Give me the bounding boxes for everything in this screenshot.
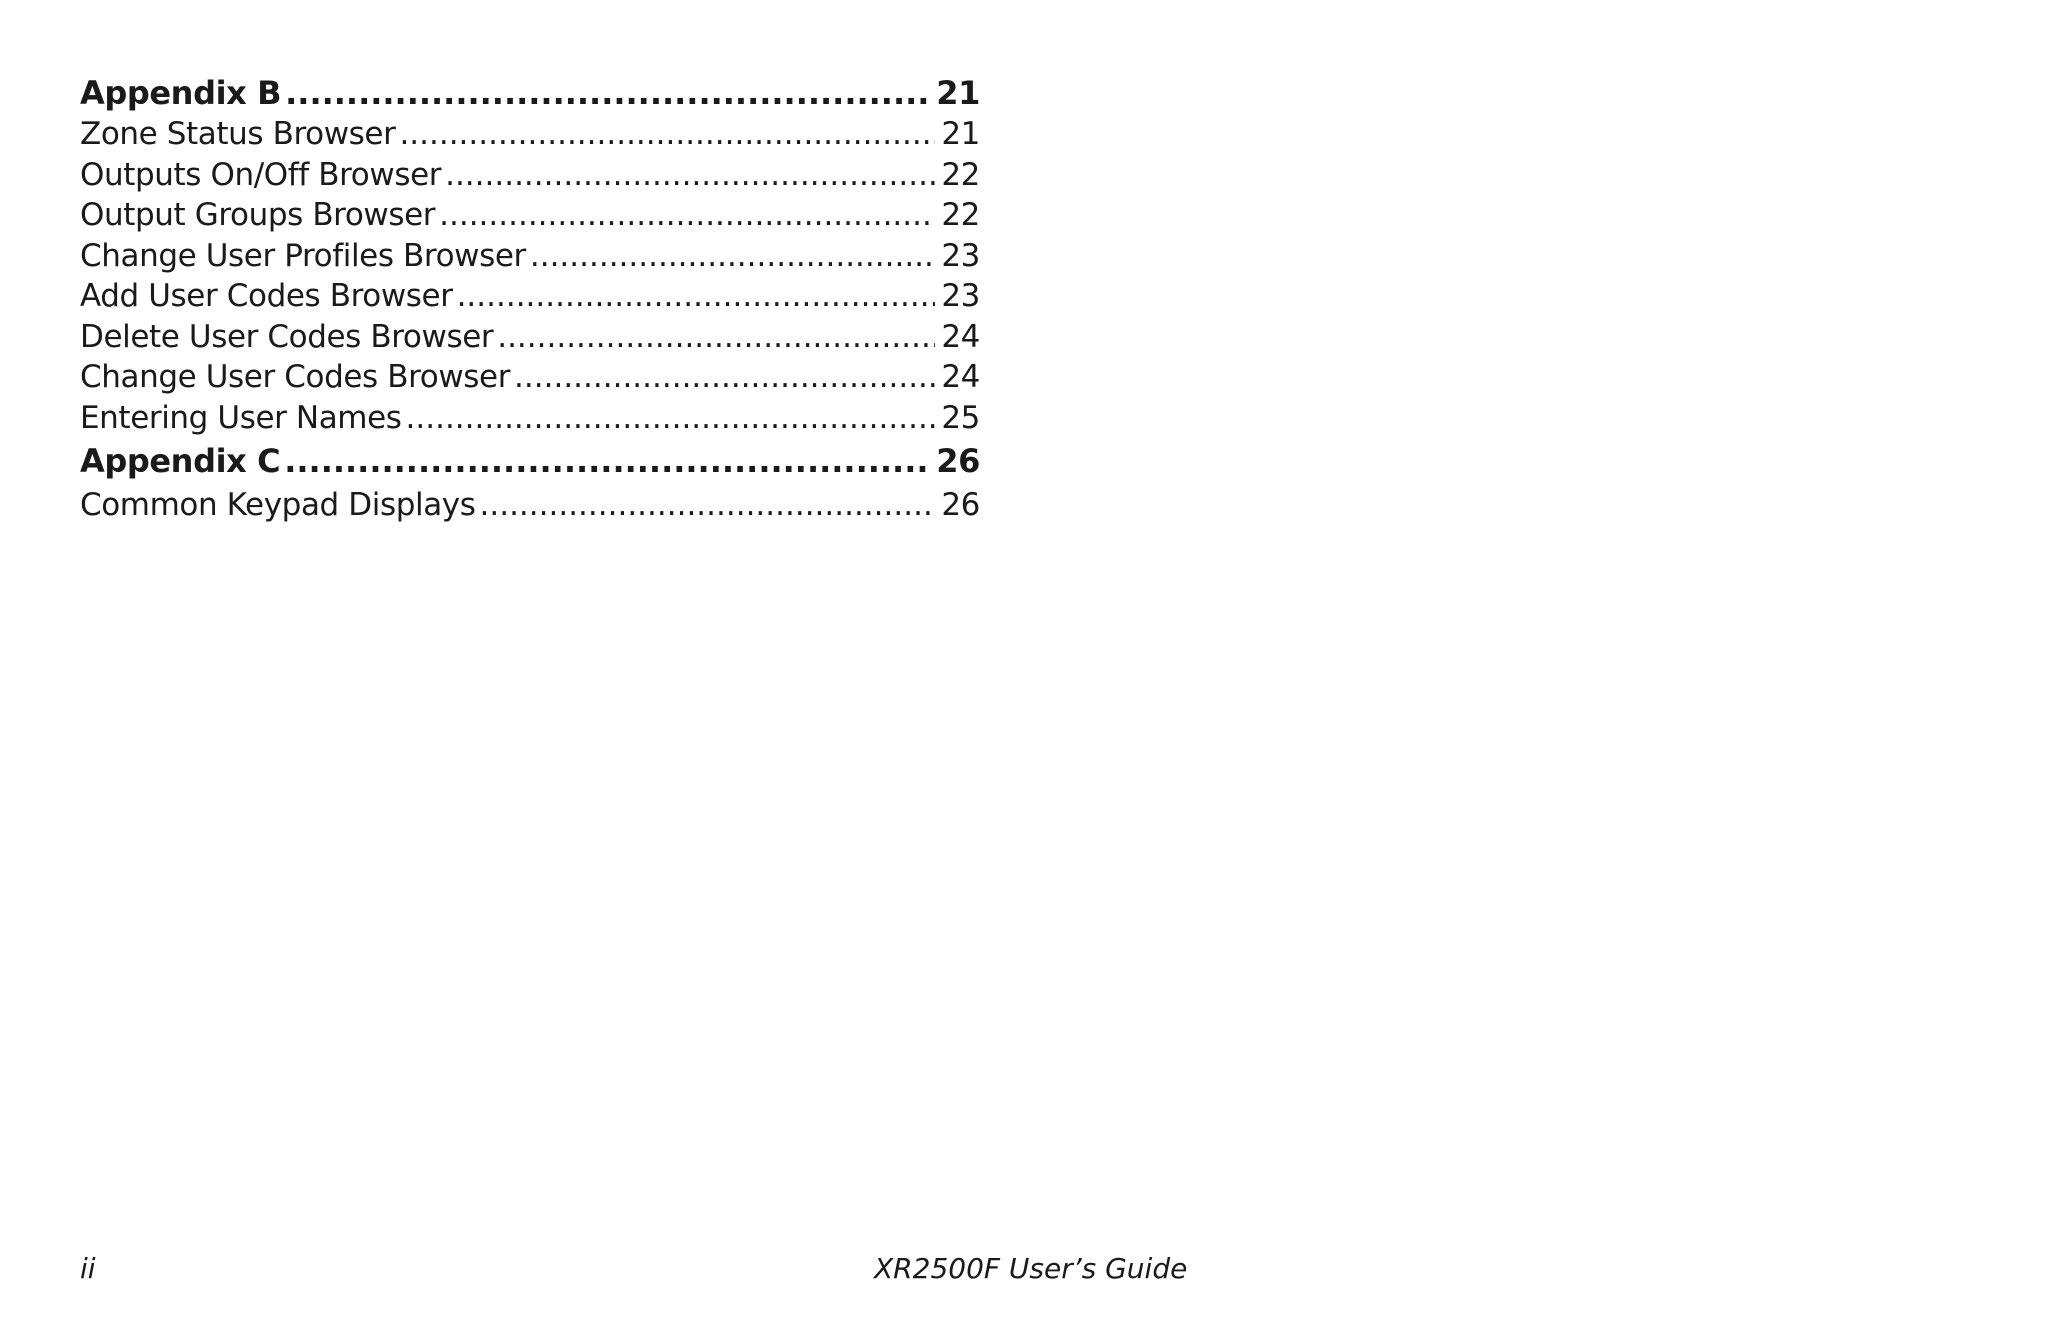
toc-item-delete-user-codes-browser[interactable] — [80, 317, 980, 358]
toc-page-number: 21 — [941, 116, 980, 152]
toc-title: Change User Profiles Browser — [80, 237, 526, 274]
toc-leader — [285, 72, 930, 114]
toc-item-change-user-codes-browser[interactable] — [80, 357, 980, 398]
toc-page-number: 24 — [941, 318, 980, 355]
toc-page-number: 23 — [941, 237, 980, 274]
toc-leader — [514, 357, 935, 398]
footer-page-number: ii — [80, 1252, 96, 1285]
toc-leader — [457, 276, 936, 317]
toc-leader — [497, 317, 935, 358]
toc-leader — [445, 155, 935, 196]
toc-item-change-user-profiles-browser[interactable] — [80, 236, 980, 277]
toc-title: Common Keypad Displays — [80, 487, 476, 523]
toc-leader — [399, 114, 935, 155]
toc-heading-appendix-c[interactable] — [80, 438, 980, 485]
toc-title: Outputs On/Off Browser — [80, 156, 442, 193]
toc-title: Change User Codes Browser — [80, 359, 511, 395]
toc-item-common-keypad-displays[interactable] — [80, 485, 980, 526]
toc-title: Zone Status Browser — [80, 116, 396, 152]
footer-document-title: XR2500F User’s Guide — [874, 1252, 1188, 1285]
toc-item-entering-user-names[interactable] — [80, 398, 980, 439]
toc-page-number: 22 — [941, 197, 980, 233]
table-of-contents — [80, 72, 980, 526]
toc-page-number: 24 — [941, 359, 980, 395]
toc-page-number: 22 — [941, 156, 980, 193]
toc-title: Add User Codes Browser — [80, 278, 453, 314]
toc-page-number: 26 — [941, 487, 980, 523]
toc-leader — [530, 236, 935, 277]
toc-leader — [480, 485, 936, 526]
toc-page-number: 21 — [936, 74, 980, 112]
toc-title: Delete User Codes Browser — [80, 318, 494, 355]
toc-leader — [284, 438, 930, 485]
toc-heading-appendix-b[interactable] — [80, 72, 980, 114]
toc-item-add-user-codes-browser[interactable] — [80, 276, 980, 317]
toc-page-number: 23 — [941, 278, 980, 314]
toc-title: Output Groups Browser — [80, 197, 436, 233]
toc-page-number: 26 — [936, 442, 980, 480]
toc-leader — [439, 195, 935, 236]
toc-item-output-groups-browser[interactable] — [80, 195, 980, 236]
toc-title: Entering User Names — [80, 399, 402, 436]
toc-leader — [406, 398, 936, 439]
toc-page-number: 25 — [941, 399, 980, 436]
toc-title: Appendix C — [80, 442, 281, 480]
toc-item-zone-status-browser[interactable] — [80, 114, 980, 155]
toc-item-outputs-on-off-browser[interactable] — [80, 155, 980, 196]
toc-title: Appendix B — [80, 74, 282, 112]
